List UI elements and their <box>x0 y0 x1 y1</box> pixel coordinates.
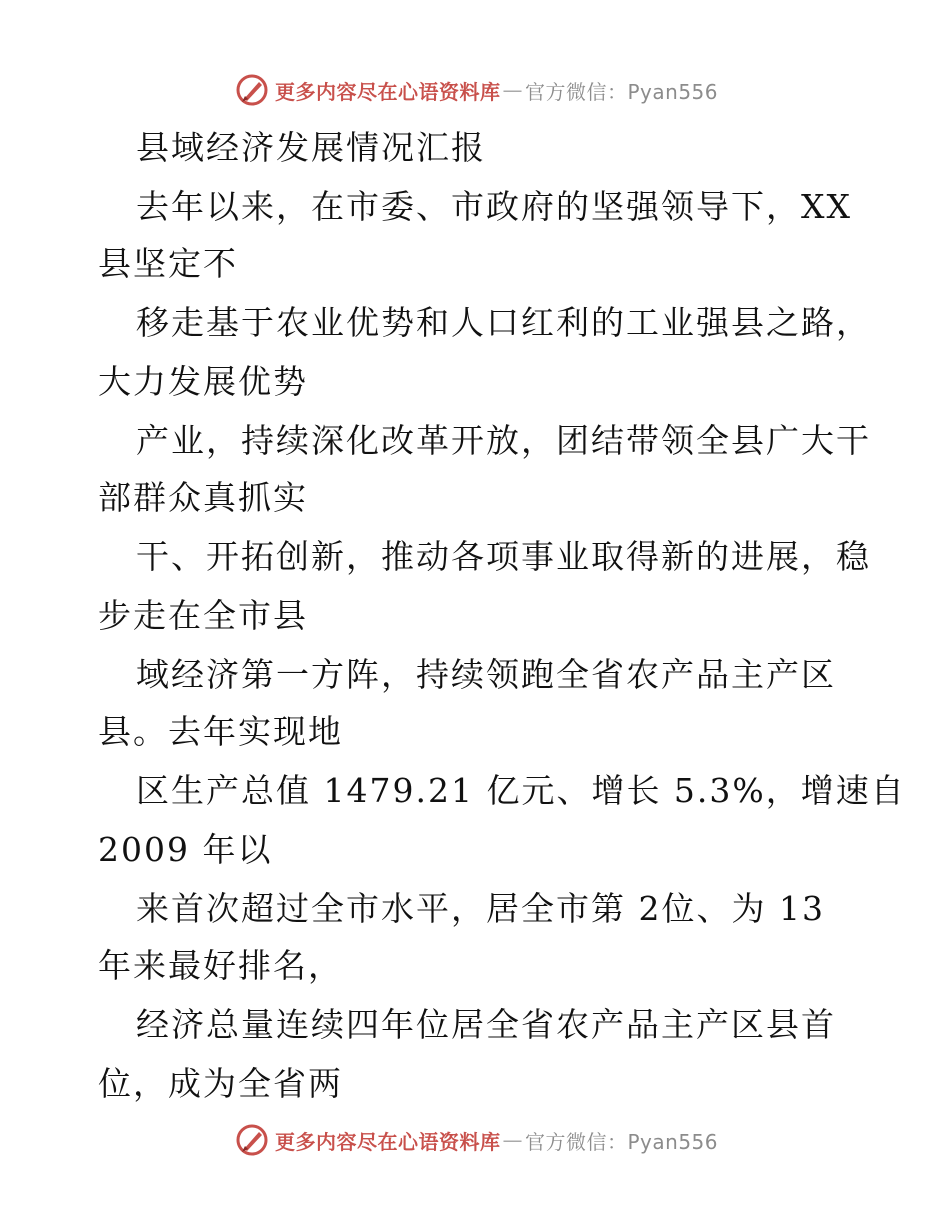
watermark-brand-text: 更多内容尽在心语资料库 <box>275 1129 501 1154</box>
paragraph-line: 位，成为全省两 <box>98 1064 343 1103</box>
paragraph-line: 去年以来，在市委、市政府的坚强领导下，XX <box>136 187 852 226</box>
paragraph-line: 部群众真抓实 <box>98 478 308 517</box>
quill-pen-icon <box>235 1123 269 1157</box>
paragraph-line: 县。去年实现地 <box>98 712 343 751</box>
watermark-wechat-text: 官方微信：Pyan556 <box>525 1129 719 1154</box>
watermark-brand-text: 更多内容尽在心语资料库 <box>275 79 501 104</box>
paragraph-line: 2009 年以 <box>98 830 273 869</box>
header-watermark <box>235 72 718 108</box>
paragraph-line: 来首次超过全市水平，居全市第 2位、为 13 <box>136 889 825 928</box>
paragraph-line: 经济总量连续四年位居全省农产品主产区县首 <box>136 1005 836 1044</box>
watermark-wechat-text: 官方微信：Pyan556 <box>525 79 719 104</box>
paragraph-line: 产业，持续深化改革开放，团结带领全县广大干 <box>136 421 871 460</box>
paragraph-line: 步走在全市县 <box>98 596 308 635</box>
document-title: 县域经济发展情况汇报 <box>136 128 486 167</box>
paragraph-line: 大力发展优势 <box>98 362 308 401</box>
footer-watermark <box>235 1122 718 1158</box>
paragraph-line: 年来最好排名， <box>98 946 343 985</box>
paragraph-line: 域经济第一方阵，持续领跑全省农产品主产区 <box>136 655 836 694</box>
watermark-separator: — <box>502 1128 523 1152</box>
paragraph-line: 干、开拓创新，推动各项事业取得新的进展，稳 <box>136 537 871 576</box>
paragraph-line: 县坚定不 <box>98 244 238 283</box>
quill-pen-icon <box>235 73 269 107</box>
watermark-separator: — <box>502 78 523 102</box>
paragraph-line: 移走基于农业优势和人口红利的工业强县之路， <box>136 303 871 342</box>
paragraph-line: 区生产总值 1479.21 亿元、增长 5.3%，增速自 <box>136 771 906 810</box>
